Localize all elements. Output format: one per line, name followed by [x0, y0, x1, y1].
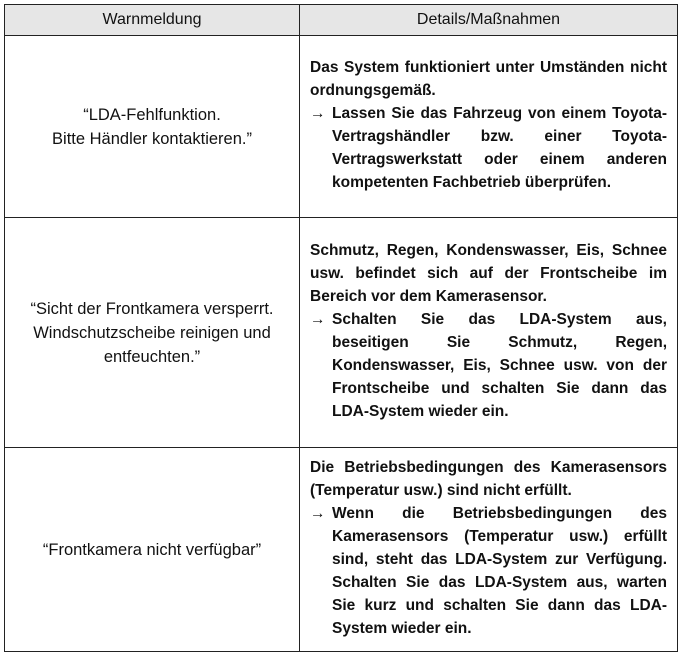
- condition-text: Die Betriebsbedingungen des Kamerasensors (Temperatur usw.) sind nicht erfüllt.: [310, 459, 667, 499]
- warning-message-table: [4, 4, 678, 652]
- warning-message-line: “LDA-Fehlfunktion.: [83, 105, 221, 124]
- table-row: [5, 36, 678, 218]
- details-cell: [300, 36, 678, 218]
- arrow-right-icon: →: [310, 311, 326, 328]
- header-details-measures: Details/Maßnahmen: [300, 5, 678, 36]
- warning-message-cell: [5, 218, 300, 448]
- header-warning-message: Warnmeldung: [5, 5, 300, 36]
- table-row: [5, 448, 678, 652]
- warning-message-cell: [5, 448, 300, 652]
- warning-message-cell: [5, 36, 300, 218]
- details-cell: [300, 448, 678, 652]
- warning-message-line: “Sicht der Frontkamera versperrt.: [30, 299, 274, 318]
- condition-text: Das System funktioniert unter Umständen nicht ordnungsgemäß.: [310, 59, 667, 99]
- action-item: [310, 308, 667, 423]
- table-row: [5, 218, 678, 448]
- action-item: [310, 502, 667, 640]
- arrow-right-icon: →: [310, 505, 326, 522]
- table-header-row: [5, 5, 678, 36]
- action-item: [310, 102, 667, 194]
- action-text: Wenn die Betriebsbedingungen des Kamerasensors (Temperatur usw.) erfüllt sind, steht das LDA-System zur Verfügung. Schalten Sie das LDA-System aus, warten Sie kurz und schalten Sie dann das LDA-System wieder ein.: [332, 505, 667, 637]
- arrow-right-icon: →: [310, 105, 326, 122]
- warning-message-line: “Frontkamera nicht verfügbar”: [42, 540, 262, 559]
- warning-message-line: entfeuchten.”: [103, 347, 201, 366]
- warning-message-line: Bitte Händler kontaktieren.”: [52, 129, 252, 148]
- action-text: Lassen Sie das Fahrzeug von einem Toyota-Vertragshändler bzw. einer Toyota-Vertragswerkstatt oder einem anderen kompetenten Fachbetrieb überprüfen.: [332, 105, 667, 191]
- condition-text: Schmutz, Regen, Kondenswasser, Eis, Schnee usw. befindet sich auf der Frontscheibe im Bereich vor dem Kamerasensor.: [310, 242, 667, 305]
- action-text: Schalten Sie das LDA-System aus, beseitigen Sie Schmutz, Regen, Kondenswasser, Eis, Schnee usw. von der Frontscheibe und schalten Sie dann das LDA-System wieder ein.: [332, 311, 667, 420]
- warning-message-line: Windschutzscheibe reinigen und: [33, 323, 271, 342]
- details-cell: [300, 218, 678, 448]
